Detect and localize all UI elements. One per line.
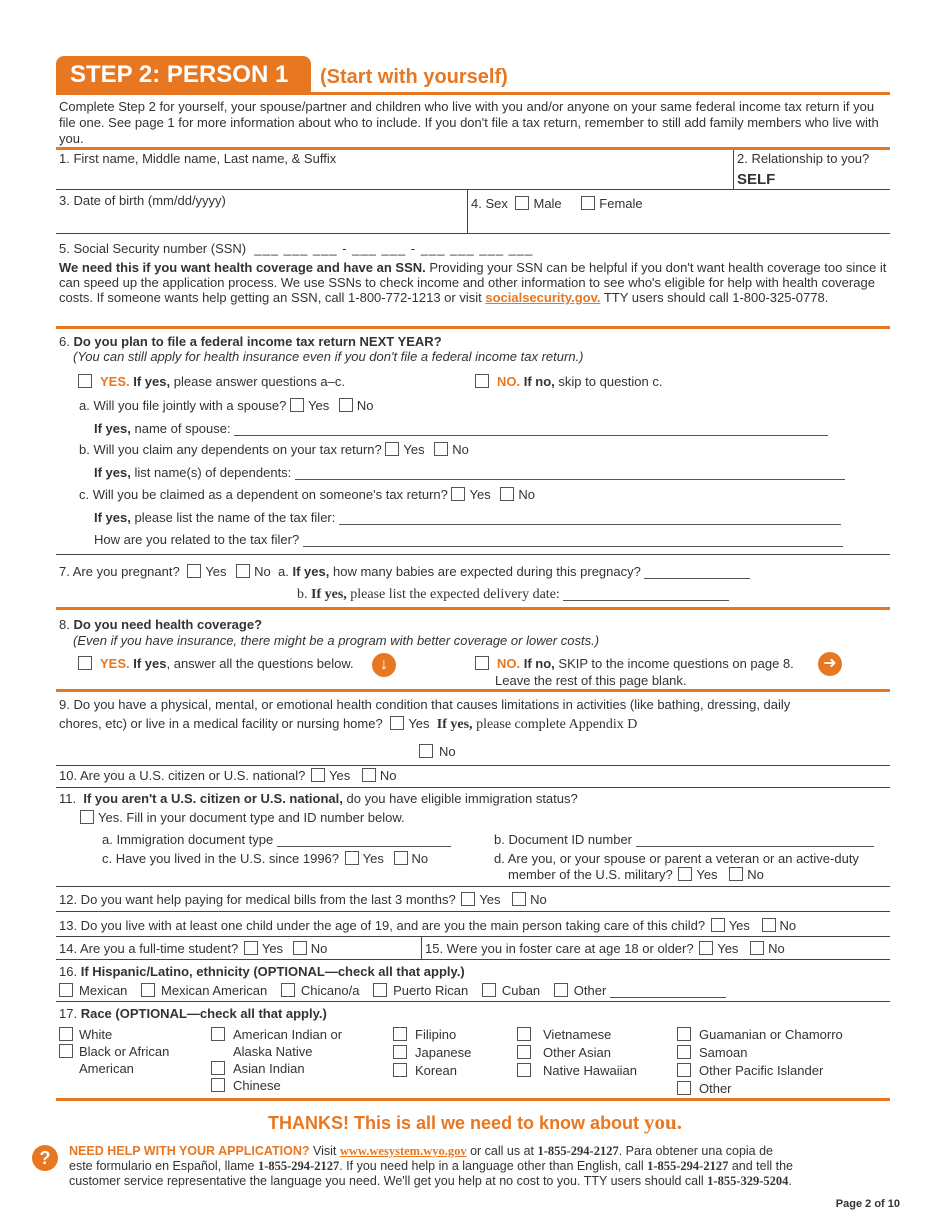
q6-yes-text: please answer questions a–c. [173, 374, 346, 389]
puerto-rican-checkbox[interactable] [373, 983, 387, 997]
american-indian-label-2: Alaska Native [233, 1044, 313, 1059]
q7b-pre: b. [297, 587, 308, 602]
q8-yes-row [78, 656, 354, 672]
race-col-3 [393, 1026, 471, 1080]
guamanian-label: Guamanian or Chamorro [699, 1027, 843, 1042]
white-label: White [79, 1027, 113, 1042]
right-arrow-icon: ➜ [818, 652, 842, 676]
female-label: Female [599, 196, 643, 211]
q7a-text: how many babies are expected during this pregnacy? [332, 564, 641, 579]
ssn-input[interactable]: ___ ___ ___ - ___ ___ - ___ ___ ___ ___ [249, 241, 534, 256]
q11c-row [102, 851, 428, 867]
american-indian-label: American Indian or [233, 1027, 343, 1042]
q14-label: 14. Are you a full-time student? [59, 941, 239, 956]
q3-field[interactable] [56, 190, 466, 232]
q11d-line2 [508, 867, 764, 883]
q11-num: 11. [59, 791, 77, 806]
rule [56, 554, 890, 555]
q1-label: 1. First name, Middle name, Last name, & Suffix [59, 151, 337, 166]
q13-label: 13. Do you live with at least one child under the age of 19, and are you the main person taking care of this child? [59, 918, 706, 933]
rule [56, 959, 890, 960]
divider [421, 937, 422, 959]
samoan-checkbox[interactable] [677, 1045, 691, 1059]
dependents-input[interactable] [295, 466, 845, 480]
help-t3: . Para obtener una copia de [618, 1144, 774, 1158]
vietnamese-checkbox[interactable] [517, 1027, 531, 1041]
puerto-rican-label: Puerto Rican [393, 983, 469, 998]
q13-yes-checkbox[interactable] [711, 918, 725, 932]
q6a-label: a. Will you file jointly with a spouse? [79, 398, 287, 413]
mexican-checkbox[interactable] [59, 983, 73, 997]
q6b-sub [94, 465, 845, 481]
socialsecurity-link[interactable]: socialsecurity.gov. [485, 290, 601, 305]
no-label: No [452, 442, 469, 457]
q6-num: 6. [59, 334, 70, 349]
ssn-label: 5. Social Security number (SSN) [59, 241, 247, 256]
q4-label: 4. Sex [471, 196, 508, 211]
q6-no-text: skip to question c. [558, 374, 663, 389]
rule [56, 233, 890, 234]
appendix-text: please complete Appendix D [476, 717, 638, 732]
chicano-label: Chicano/a [300, 983, 360, 998]
q7-label: 7. Are you pregnant? [59, 564, 180, 579]
q6a-row [79, 398, 373, 414]
korean-checkbox[interactable] [393, 1063, 407, 1077]
q13-row [59, 918, 796, 934]
q17-bold: Race [80, 1006, 112, 1021]
mexican-american-label: Mexican American [161, 983, 268, 998]
q7b-row [297, 587, 729, 603]
q9-line2 [59, 716, 637, 733]
male-checkbox[interactable] [515, 196, 529, 210]
guamanian-checkbox[interactable] [677, 1027, 691, 1041]
chinese-label: Chinese [233, 1078, 281, 1093]
yes-label: Yes [408, 716, 430, 731]
rule [56, 326, 890, 329]
q6-text: Do you plan to file a federal income tax return NEXT YEAR? [73, 334, 442, 349]
q11d-label: member of the U.S. military? [508, 867, 673, 882]
yes-label: Yes [205, 564, 227, 579]
race-col-5 [677, 1026, 843, 1098]
other-ethnicity-checkbox[interactable] [554, 983, 568, 997]
q6-no-row [475, 374, 662, 390]
q12-yes-checkbox[interactable] [461, 892, 475, 906]
q6-no-bold: If no, [523, 374, 555, 389]
q4-row [471, 196, 643, 212]
help-phone-2: 1-855-294-2127 [257, 1159, 340, 1173]
q6c-sub-bold: If yes, [94, 510, 131, 525]
q9-num: 9. [59, 697, 70, 712]
intro-text: Complete Step 2 for yourself, your spouse/partner and children who live with you and/or anyone on your same federal income tax return if you file one. See page 1 for more information about who to include. If you don't file a tax return, remember to still add family members who live with you. [59, 99, 879, 146]
q11d-yes-checkbox[interactable] [678, 867, 692, 881]
race-col-2 [211, 1026, 342, 1094]
help-t4: este formulario en Español, llame [69, 1159, 258, 1173]
yes-label: Yes [403, 442, 425, 457]
wesystem-link[interactable]: www.wesystem.wyo.gov [339, 1144, 467, 1158]
q6c-yes-checkbox[interactable] [451, 487, 465, 501]
q16-num: 16. [59, 964, 78, 979]
q6a-yes-checkbox[interactable] [290, 398, 304, 412]
step-subtitle: (Start with yourself) [320, 66, 508, 88]
help-icon: ? [32, 1145, 58, 1171]
help-phone: 1-855-294-2127 [537, 1144, 619, 1158]
no-label: No [779, 918, 797, 933]
q8-yes-bold: If yes [133, 656, 167, 671]
q17-question [59, 1006, 327, 1022]
q6a-sub [94, 421, 828, 437]
q13-no-checkbox[interactable] [762, 918, 776, 932]
no-label: No [254, 564, 271, 579]
q11c-no-checkbox[interactable] [394, 851, 408, 865]
other-race-checkbox[interactable] [677, 1081, 691, 1095]
asian-indian-checkbox[interactable] [211, 1061, 225, 1075]
rule [56, 1001, 890, 1002]
q8-no-label: NO. [497, 656, 521, 671]
q17-label: (OPTIONAL—check all that apply.) [115, 1006, 327, 1021]
q7b-bold: If yes, [311, 587, 347, 602]
q10-label: 10. Are you a U.S. citizen or U.S. national? [59, 768, 306, 783]
rule [56, 886, 890, 887]
q6-yes-checkbox[interactable] [78, 374, 92, 388]
other-pacific-checkbox[interactable] [677, 1063, 691, 1077]
q8-text: Do you need health coverage? [73, 617, 263, 632]
q11-yes-checkbox[interactable] [80, 810, 94, 824]
yes-label: Yes [717, 941, 739, 956]
q2-label: 2. Relationship to you? [737, 151, 870, 166]
korean-label: Korean [415, 1063, 457, 1078]
no-label: No [747, 867, 764, 882]
help-tty: 1-855-329-5204 [707, 1174, 789, 1188]
white-checkbox[interactable] [59, 1027, 73, 1041]
female-checkbox[interactable] [581, 196, 595, 210]
q11a-label: a. Immigration document type [102, 832, 274, 847]
ssn-row [59, 241, 533, 257]
appendix-bold: If yes, [436, 717, 473, 732]
q9-line1 [59, 697, 790, 713]
q9-no-row [419, 744, 456, 760]
tax-filer-relation-input[interactable] [303, 533, 843, 547]
q1-field[interactable] [56, 150, 732, 188]
cuban-label: Cuban [501, 983, 541, 998]
mexican-label: Mexican [79, 983, 128, 998]
q8-note: (Even if you have insurance, there might be a program with better coverage or lower costs.) [73, 633, 600, 648]
help-bold: NEED HELP WITH YOUR APPLICATION? [69, 1144, 310, 1158]
babies-input[interactable] [644, 565, 750, 579]
q7a-pre: a. [278, 564, 289, 579]
black-label: Black or African [79, 1044, 170, 1059]
black-label-2: American [79, 1061, 134, 1076]
yes-label: Yes [261, 941, 284, 956]
yes-label: Yes [329, 768, 351, 783]
q8-no-bold: If no, [523, 656, 555, 671]
q8-yes-text: , answer all the questions below. [166, 656, 354, 671]
q15-row [425, 941, 785, 957]
thanks-text: THANKS! This is all we need to know about [268, 1113, 645, 1133]
q6-no-label: NO. [497, 374, 521, 389]
q6b-yes-checkbox[interactable] [385, 442, 399, 456]
q11b-row [494, 832, 874, 848]
q14-row [59, 941, 327, 957]
native-hawaiian-checkbox[interactable] [517, 1063, 531, 1077]
other-asian-label: Other Asian [543, 1045, 611, 1060]
q9-text2: chores, etc) or live in a medical facility or nursing home? [59, 716, 383, 731]
q6c-sub [94, 510, 841, 526]
q8-no-row [475, 656, 794, 672]
no-label: No [379, 768, 397, 783]
help-t1: Visit [309, 1144, 340, 1158]
thanks-you: you. [644, 1110, 682, 1134]
q8-num: 8. [59, 617, 70, 632]
q7-row [59, 564, 750, 580]
q7a-bold: If yes, [292, 564, 330, 579]
ssn-info [59, 260, 891, 305]
q15-yes-checkbox[interactable] [699, 941, 713, 955]
ssn-info-bold: We need this if you want health coverage and have an SSN. [59, 260, 426, 275]
yes-label: Yes [696, 867, 718, 882]
other-ethnicity-input[interactable] [610, 984, 726, 998]
q11a-row [102, 832, 451, 848]
q14-no-checkbox[interactable] [293, 941, 307, 955]
step-title: STEP 2: PERSON 1 [70, 61, 289, 88]
race-col-4 [517, 1026, 637, 1080]
q6b-label: b. Will you claim any dependents on your tax return? [79, 442, 382, 457]
ssn-info-text: Providing your SSN can be helpful if you don't want health coverage too since it can speed up the application process. We use SSNs to check income and other information to see who's eligible for help with health coverage costs. If someone wants help getting an SSN, call 1-800-772-1213 or visit [59, 260, 887, 305]
q3-label: 3. Date of birth (mm/dd/yyyy) [59, 193, 226, 208]
rule [56, 1098, 890, 1101]
immigration-doc-input[interactable] [277, 833, 451, 847]
q6-note: (You can still apply for health insurance even if you don't file a federal income tax return.) [73, 349, 584, 364]
rule [56, 936, 890, 937]
q11c-yes-checkbox[interactable] [345, 851, 359, 865]
other-ethnicity-label: Other [573, 983, 607, 998]
document-id-input[interactable] [636, 833, 874, 847]
q6c-rel [94, 532, 843, 548]
q6b-sub-bold: If yes, [94, 465, 131, 480]
q11b-label: b. Document ID number [494, 832, 633, 847]
mexican-american-checkbox[interactable] [141, 983, 155, 997]
q6-yes-label: YES. [100, 374, 130, 389]
q6b-no-checkbox[interactable] [434, 442, 448, 456]
yes-label: Yes [728, 918, 750, 933]
yes-label: Yes [308, 398, 330, 413]
q6a-no-checkbox[interactable] [339, 398, 353, 412]
filipino-checkbox[interactable] [393, 1027, 407, 1041]
other-race-label: Other [699, 1081, 732, 1096]
chinese-checkbox[interactable] [211, 1078, 225, 1092]
help-t8: . [788, 1174, 792, 1188]
q10-yes-checkbox[interactable] [311, 768, 325, 782]
help-t6: and tell the [728, 1159, 793, 1173]
q15-label: 15. Were you in foster care at age 18 or older? [425, 941, 694, 956]
tax-filer-input[interactable] [339, 511, 841, 525]
q6c-rel-label: How are you related to the tax filer? [94, 532, 300, 547]
q10-no-checkbox[interactable] [362, 768, 376, 782]
down-arrow-icon: ↓ [372, 653, 396, 677]
q6c-label: c. Will you be claimed as a dependent on someone's tax return? [79, 487, 448, 502]
q17-num: 17. [59, 1006, 78, 1021]
q6a-sub-text: name of spouse: [134, 421, 231, 436]
q2-value: SELF [737, 171, 776, 188]
q6c-no-checkbox[interactable] [500, 487, 514, 501]
delivery-date-input[interactable] [563, 587, 729, 601]
q11-question [59, 791, 578, 807]
q9-text1: Do you have a physical, mental, or emotional health condition that causes limitations in activities (like bathing, dressing, daily [73, 697, 791, 712]
q11-yes-label: Yes. Fill in your document type and ID number below. [98, 810, 405, 825]
rule [56, 607, 890, 610]
no-label: No [530, 892, 547, 907]
help-t5: . If you need help in a language other than English, call [339, 1159, 648, 1173]
q16-question [59, 964, 465, 980]
q10-row [59, 768, 397, 784]
q6c-sub-text: please list the name of the tax filer: [134, 510, 336, 525]
q7-no-checkbox[interactable] [236, 564, 250, 578]
yes-label: Yes [479, 892, 501, 907]
cuban-checkbox[interactable] [482, 983, 496, 997]
help-t7: customer service representative the language you need. We'll get you help at no cost to you. TTY users should call [69, 1174, 708, 1188]
race-col-1 [59, 1026, 169, 1077]
spouse-name-input[interactable] [234, 422, 828, 436]
q16-label: If Hispanic/Latino, ethnicity (OPTIONAL—check all that apply.) [80, 964, 465, 979]
asian-indian-label: Asian Indian [233, 1061, 305, 1076]
q8-yes-label: YES. [100, 656, 130, 671]
q7b-text: please list the expected delivery date: [350, 587, 560, 602]
q6-question [59, 334, 442, 350]
rule [56, 911, 890, 912]
divider [467, 190, 468, 233]
q14-yes-checkbox[interactable] [244, 941, 258, 955]
yes-label: Yes [469, 487, 491, 502]
japanese-checkbox[interactable] [393, 1045, 407, 1059]
q6a-sub-bold: If yes, [94, 421, 131, 436]
vietnamese-label: Vietnamese [543, 1027, 612, 1042]
yes-label: Yes [362, 851, 384, 866]
thanks-message [0, 1111, 950, 1134]
q7-yes-checkbox[interactable] [187, 564, 201, 578]
q12-row [59, 892, 547, 908]
ssn-info-text2: TTY users should call 1-800-325-0778. [600, 290, 829, 305]
q8-yes-checkbox[interactable] [78, 656, 92, 670]
q12-no-checkbox[interactable] [512, 892, 526, 906]
q16-options [59, 983, 726, 999]
q9-yes-checkbox[interactable] [390, 716, 404, 730]
q6b-row [79, 442, 469, 458]
native-hawaiian-label: Native Hawaiian [543, 1063, 637, 1078]
divider [733, 150, 734, 189]
no-label: No [310, 941, 328, 956]
q15-no-checkbox[interactable] [750, 941, 764, 955]
filipino-label: Filipino [415, 1027, 457, 1042]
q12-label: 12. Do you want help paying for medical bills from the last 3 months? [59, 892, 456, 907]
american-indian-checkbox[interactable] [211, 1027, 225, 1041]
q6-yes-row [78, 374, 345, 390]
japanese-label: Japanese [415, 1045, 472, 1060]
no-label: No [411, 851, 429, 866]
help-t2: or call us at [466, 1144, 538, 1158]
rule [56, 765, 890, 766]
black-checkbox[interactable] [59, 1044, 73, 1058]
q11-text: do you have eligible immigration status? [346, 791, 578, 806]
no-label: No [356, 398, 374, 413]
no-label: No [768, 941, 785, 956]
q8-no-text2: Leave the rest of this page blank. [495, 673, 687, 688]
q6b-sub-text: list name(s) of dependents: [134, 465, 292, 480]
help-text [69, 1144, 899, 1189]
male-label: Male [533, 196, 562, 211]
no-label: No [439, 744, 456, 759]
other-pacific-label: Other Pacific Islander [699, 1063, 824, 1078]
q8-no-text: SKIP to the income questions on page 8. [558, 656, 794, 671]
q8-no-checkbox[interactable] [475, 656, 489, 670]
no-label: No [518, 487, 535, 502]
q11-yes-row [80, 810, 405, 826]
q11-bold: If you aren't a U.S. citizen or U.S. national, [83, 791, 343, 806]
rule [56, 787, 890, 788]
header-rule [56, 92, 890, 95]
q6-yes-bold: If yes, [133, 374, 171, 389]
chicano-checkbox[interactable] [281, 983, 295, 997]
samoan-label: Samoan [699, 1045, 748, 1060]
q11d-line1: d. Are you, or your spouse or parent a veteran or an active-duty [494, 851, 859, 866]
page-number: Page 2 of 10 [835, 1198, 900, 1210]
q6-no-checkbox[interactable] [475, 374, 489, 388]
help-phone-3: 1-855-294-2127 [647, 1159, 729, 1173]
other-asian-checkbox[interactable] [517, 1045, 531, 1059]
q11c-label: c. Have you lived in the U.S. since 1996? [102, 851, 340, 866]
q9-no-checkbox[interactable] [419, 744, 433, 758]
q8-question [59, 617, 262, 633]
q11d-no-checkbox[interactable] [729, 867, 743, 881]
rule [56, 689, 890, 692]
q6c-row [79, 487, 535, 503]
